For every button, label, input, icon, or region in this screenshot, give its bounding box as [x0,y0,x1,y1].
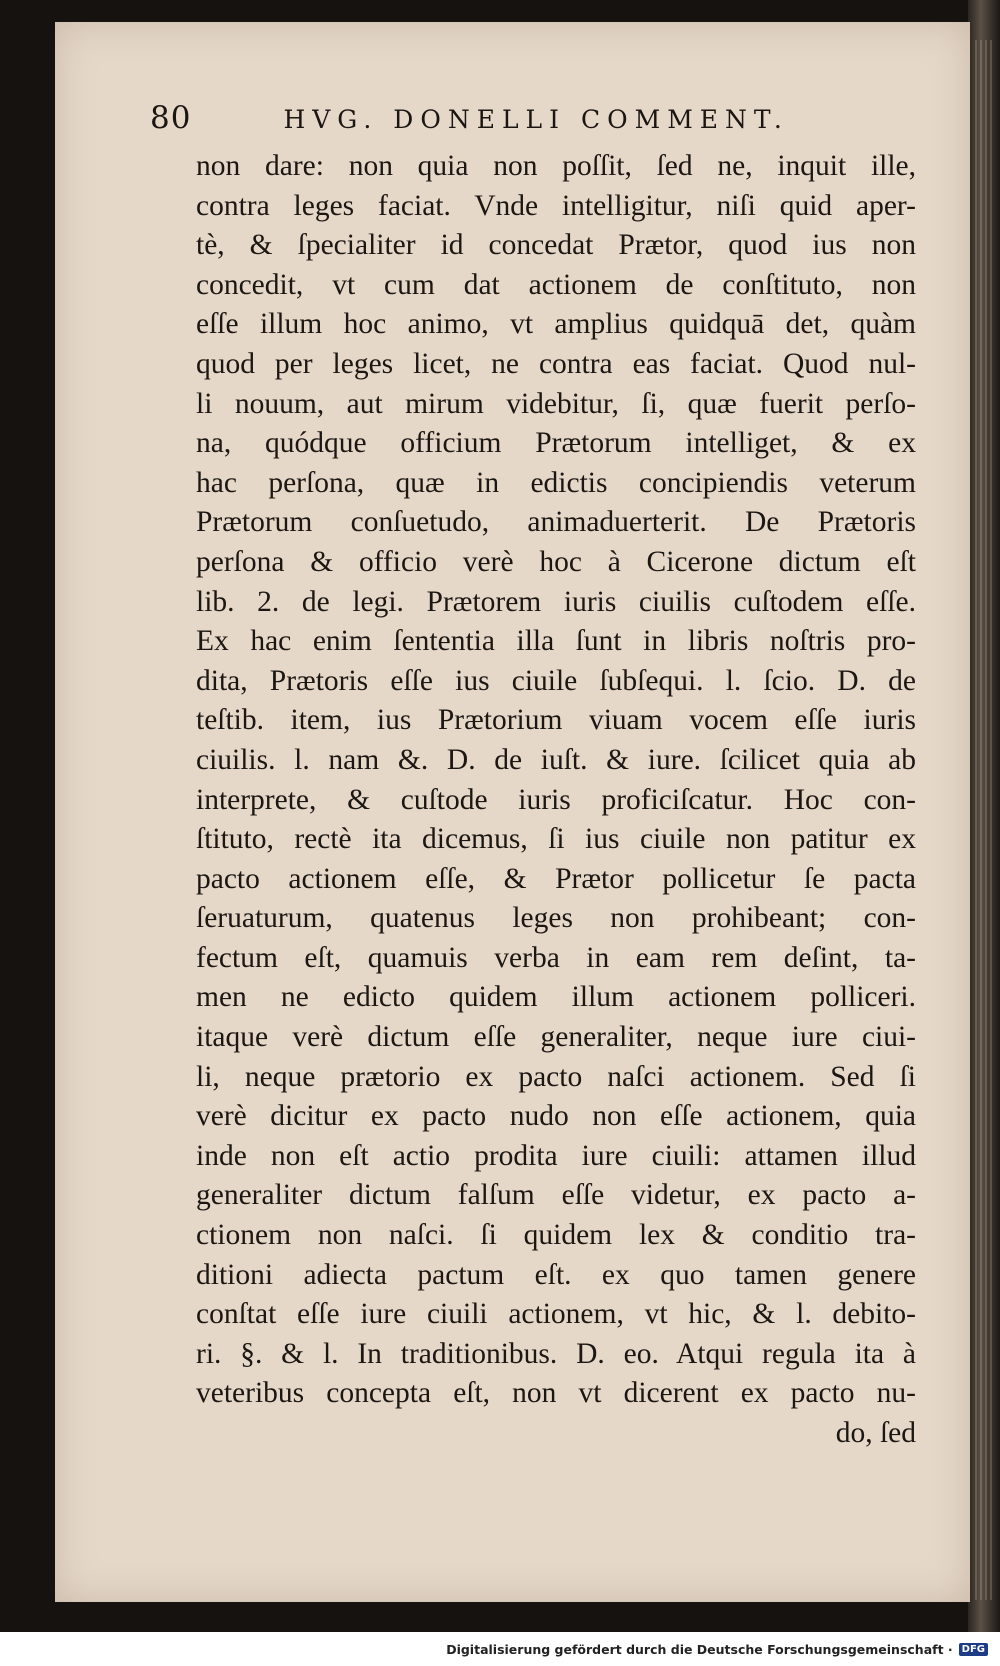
text-line: inde non eſt actio prodita iure ciuili: attamen illud [196,1139,916,1172]
text-line: dita, Prætoris eſſe ius ciuile ſubſequi. l. ſcio. D. de [196,664,916,697]
text-line: conſtat eſſe iure ciuili actionem, vt hic, & l. debito- [196,1298,916,1331]
page-number: 80 [150,100,192,136]
text-line: contra leges faciat. Vnde intelligitur, niſi quid aper- [196,189,916,222]
text-line: fectum eſt, quamuis verba in eam rem deſint, ta- [196,941,916,974]
text-line: na, quódque officium Prætorum intelliget, & ex [196,427,916,460]
text-line: hac perſona, quæ in edictis concipiendis veterum [196,466,916,499]
text-line: ditioni adiecta pactum eſt. ex quo tamen genere [196,1258,916,1291]
text-line: lib. 2. de legi. Prætorem iuris ciuilis cuſtodem eſſe. [196,585,916,618]
footer-bar [0,1632,1000,1666]
body-text [196,147,916,1454]
text-line: ciuilis. l. nam &. D. de iuſt. & iure. ſcilicet quia ab [196,743,916,776]
running-head-title: HVG. DONELLI COMMENT. [283,105,789,134]
digitization-credit: Digitalisierung gefördert durch die Deutsche Forschungsgemeinschaft · [446,1641,953,1657]
text-line: pacto actionem eſſe, & Prætor pollicetur ſe pacta [196,862,916,895]
text-line: men ne edicto quidem illum actionem polliceri. [196,981,916,1014]
text-line: li nouum, aut mirum videbitur, ſi, quæ fuerit perſo- [196,387,916,420]
running-head [150,100,890,150]
text-line: concedit, vt cum dat actionem de conſtituto, non [196,268,916,301]
dfg-logo: DFG [959,1643,988,1656]
text-line: veteribus concepta eſt, non vt dicerent ex pacto nu- [196,1377,916,1410]
text-line: ſeruaturum, quatenus leges non prohibeant; con- [196,902,916,935]
text-line: teſtib. item, ius Prætorium viuam vocem eſſe iuris [196,704,916,737]
text-line: itaque verè dictum eſſe generaliter, neque iure ciui- [196,1021,916,1054]
text-line: quod per leges licet, ne contra eas faciat. Quod nul- [196,347,916,380]
text-line: Ex hac enim ſententia illa ſunt in libris noſtris pro- [196,625,916,658]
text-line: non dare: non quia non poſſit, ſed ne, inquit ille, [196,150,916,182]
text-line: ſtituto, rectè ita dicemus, ſi ius ciuile non patitur ex [196,823,916,856]
text-line: tè, & ſpecialiter id concedat Prætor, quod ius non [196,229,916,262]
text-line: ri. §. & l. In traditionibus. D. eo. Atqui regula ita à [196,1337,916,1370]
text-line: verè dicitur ex pacto nudo non eſſe actionem, quia [196,1100,916,1133]
text-line: generaliter dictum falſum eſſe videtur, ex pacto a- [196,1179,916,1212]
text-line: do, ſed [835,1417,916,1449]
text-line: li, neque prætorio ex pacto naſci actionem. Sed ſi [196,1060,916,1093]
page-edge-texture [975,40,993,1600]
text-line: eſſe illum hoc animo, vt amplius quidquā det, quàm [196,308,916,341]
text-line: Prætorum conſuetudo, animaduerterit. De Prætoris [196,506,916,539]
text-line: interprete, & cuſtode iuris proficiſcatur. Hoc con- [196,783,916,816]
text-line: perſona & officio verè hoc à Cicerone dictum eſt [196,545,916,578]
text-line: ctionem non naſci. ſi quidem lex & conditio tra- [196,1219,916,1252]
